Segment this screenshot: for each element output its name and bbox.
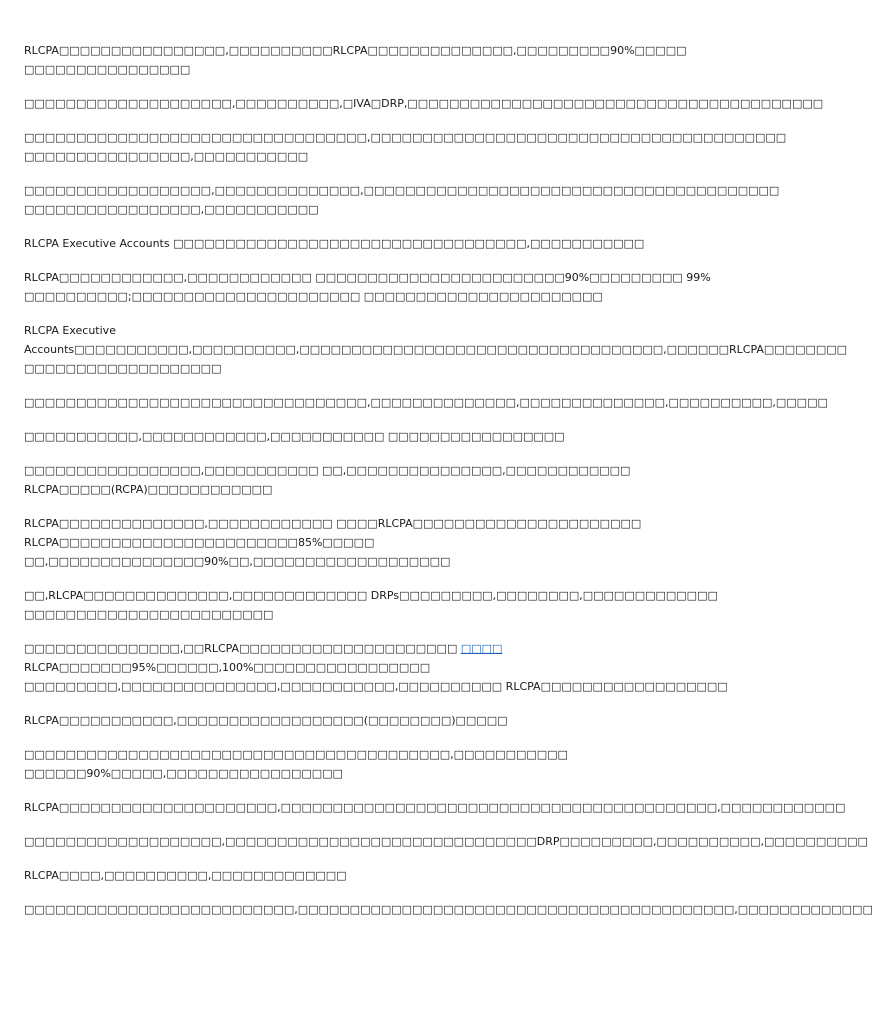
paragraph-13	[24, 639, 728, 696]
paragraph-line: □□□□□□□□□□□□□□□□□,□□□□□□□□□□□	[24, 203, 319, 216]
paragraph-line: RLCPA Executive	[24, 324, 116, 337]
paragraph-line: RLCPA□□□□,□□□□□□□□□□,□□□□□□□□□□□□□	[24, 869, 347, 882]
paragraph-line: □□□□□□□□□□□□□□□□,□□□□□□□□□□□	[24, 150, 309, 163]
paragraph-18	[24, 866, 720, 885]
paragraph-5	[24, 234, 720, 253]
paragraph-line: □□□□□□□□□□□□□□□□□,□□□□□□□□□□□ □□,□□□□□□□□□□□□□□□,□□□□□□□□□□□□	[24, 464, 631, 477]
paragraph-line: □□□□□□□□□□□□□□□□□□□□□□□□□□□□□□□□□,□□□□□□□□□□□□□□,□□□□□□□□□□□□□□,□□□□□□□□□□,□□□□□	[24, 396, 828, 409]
paragraph-line: RLCPA Executive Accounts □□□□□□□□□□□□□□□□□□□□□□□□□□□□□□□□□□,□□□□□□□□□□□	[24, 237, 645, 250]
paragraph-line: □□□□□□□□□□□□□□□□□□□□□□□□□□,□□□□□□□□□□□□□□□□□□□□□□□□□□□□□□□□□□□□□□□□□□,□□□□□□□□□□□□□	[24, 903, 873, 916]
paragraph-line: RLCPA□□□□□□□□□□□,□□□□□□□□□□□□□□□□□□(□□□□□□□□)□□□□□	[24, 714, 508, 727]
paragraph-line: □□□□□□□□□□□□□□□□□□□	[24, 362, 222, 375]
document-body	[24, 41, 873, 934]
paragraph-line: RLCPA□□□□□□□□□□□□□□□□□□□□□□□85%□□□□□	[24, 536, 375, 549]
paragraph-line: RLCPA□□□□□□□□□□□□□□,□□□□□□□□□□□□ □□□□RLCPA□□□□□□□□□□□□□□□□□□□□□□	[24, 517, 642, 530]
paragraph-4	[24, 181, 780, 219]
paragraph-11	[24, 514, 720, 571]
paragraph-line: □□,□□□□□□□□□□□□□□□90%□□,□□□□□□□□□□□□□□□□□□□	[24, 555, 451, 568]
paragraph-line: □□□□□□□□□□□,□□□□□□□□□□□□,□□□□□□□□□□□ □□□□□□□□□□□□□□□□□	[24, 430, 565, 443]
paragraph-19	[24, 900, 873, 919]
paragraph-line: □□□□□□□□□□□□□□□□□□□□□□□□□□□□□□□□□□□□□□□□□,□□□□□□□□□□□	[24, 748, 568, 761]
inline-link[interactable]: □□□□	[460, 642, 503, 655]
paragraph-line: RLCPA□□□□□(RCPA)□□□□□□□□□□□□	[24, 483, 273, 496]
paragraph-line: RLCPA□□□□□□□95%□□□□□□,100%□□□□□□□□□□□□□□□□□	[24, 661, 431, 674]
paragraph-line: □□□□□□□□□,□□□□□□□□□□□□□□□,□□□□□□□□□□□,□□□□□□□□□□ RLCPA□□□□□□□□□□□□□□□□□□	[24, 680, 728, 693]
paragraph-line: □□□□□□□□□□;□□□□□□□□□□□□□□□□□□□□□□ □□□□□□□□□□□□□□□□□□□□□□□	[24, 290, 603, 303]
paragraph-line: □□□□□□90%□□□□□,□□□□□□□□□□□□□□□□□	[24, 767, 343, 780]
paragraph-10	[24, 461, 720, 499]
paragraph-line: □□,RLCPA□□□□□□□□□□□□□□,□□□□□□□□□□□□□ DRPs□□□□□□□□□,□□□□□□□□,□□□□□□□□□□□□□	[24, 589, 718, 602]
paragraph-7	[24, 321, 848, 378]
paragraph-2	[24, 94, 824, 113]
paragraph-12	[24, 586, 720, 624]
paragraph-line: □□□□□□□□□□□□□□□□□□□,□□□□□□□□□□□□□□□□□□□□□□□□□□□□□□DRP□□□□□□□□□,□□□□□□□□□□,□□□□□□□□□□	[24, 835, 868, 848]
paragraph-3	[24, 128, 787, 166]
paragraph-9	[24, 427, 720, 446]
paragraph-text: □□□□□□□□□□□□□□□,□□RLCPA□□□□□□□□□□□□□□□□□□□□□	[24, 642, 458, 655]
paragraph-line: RLCPA□□□□□□□□□□□□□□□□□□□□□,□□□□□□□□□□□□□□□□□□□□□□□□□□□□□□□□□□□□□□□□□□,□□□□□□□□□□□□	[24, 801, 846, 814]
paragraph-1	[24, 41, 720, 79]
paragraph-17	[24, 832, 868, 851]
paragraph-14	[24, 711, 720, 730]
paragraph-line: □□□□□□□□□□□□□□□□□□□□□□□□□□□□□□□□□,□□□□□□□□□□□□□□□□□□□□□□□□□□□□□□□□□□□□□□□□	[24, 131, 787, 144]
paragraph-line: □□□□□□□□□□□□□□□□	[24, 63, 191, 76]
paragraph-line: RLCPA□□□□□□□□□□□□□□□□,□□□□□□□□□□RLCPA□□□□□□□□□□□□□□,□□□□□□□□□90%□□□□□	[24, 44, 687, 57]
paragraph-line: □□□□□□□□□□□□□□□□□□,□□□□□□□□□□□□□□,□□□□□□□□□□□□□□□□□□□□□□□□□□□□□□□□□□□□□□□□	[24, 184, 780, 197]
paragraph-15	[24, 745, 720, 783]
paragraph-line: RLCPA□□□□□□□□□□□□,□□□□□□□□□□□□ □□□□□□□□□□□□□□□□□□□□□□□□90%□□□□□□□□□ 99%	[24, 271, 711, 284]
paragraph-line: □□□□□□□□□□□□□□□□□□□□□□□□	[24, 608, 274, 621]
paragraph-line	[24, 639, 720, 658]
paragraph-16	[24, 798, 846, 817]
paragraph-8	[24, 393, 828, 412]
paragraph-6	[24, 268, 720, 306]
paragraph-line: □□□□□□□□□□□□□□□□□□□□,□□□□□□□□□□,□IVA□DRP,□□□□□□□□□□□□□□□□□□□□□□□□□□□□□□□□□□□□□□□□	[24, 97, 824, 110]
paragraph-line: Accounts□□□□□□□□□□□,□□□□□□□□□□,□□□□□□□□□□□□□□□□□□□□□□□□□□□□□□□□□□□,□□□□□□RLCPA□□□□□□□□	[24, 343, 848, 356]
